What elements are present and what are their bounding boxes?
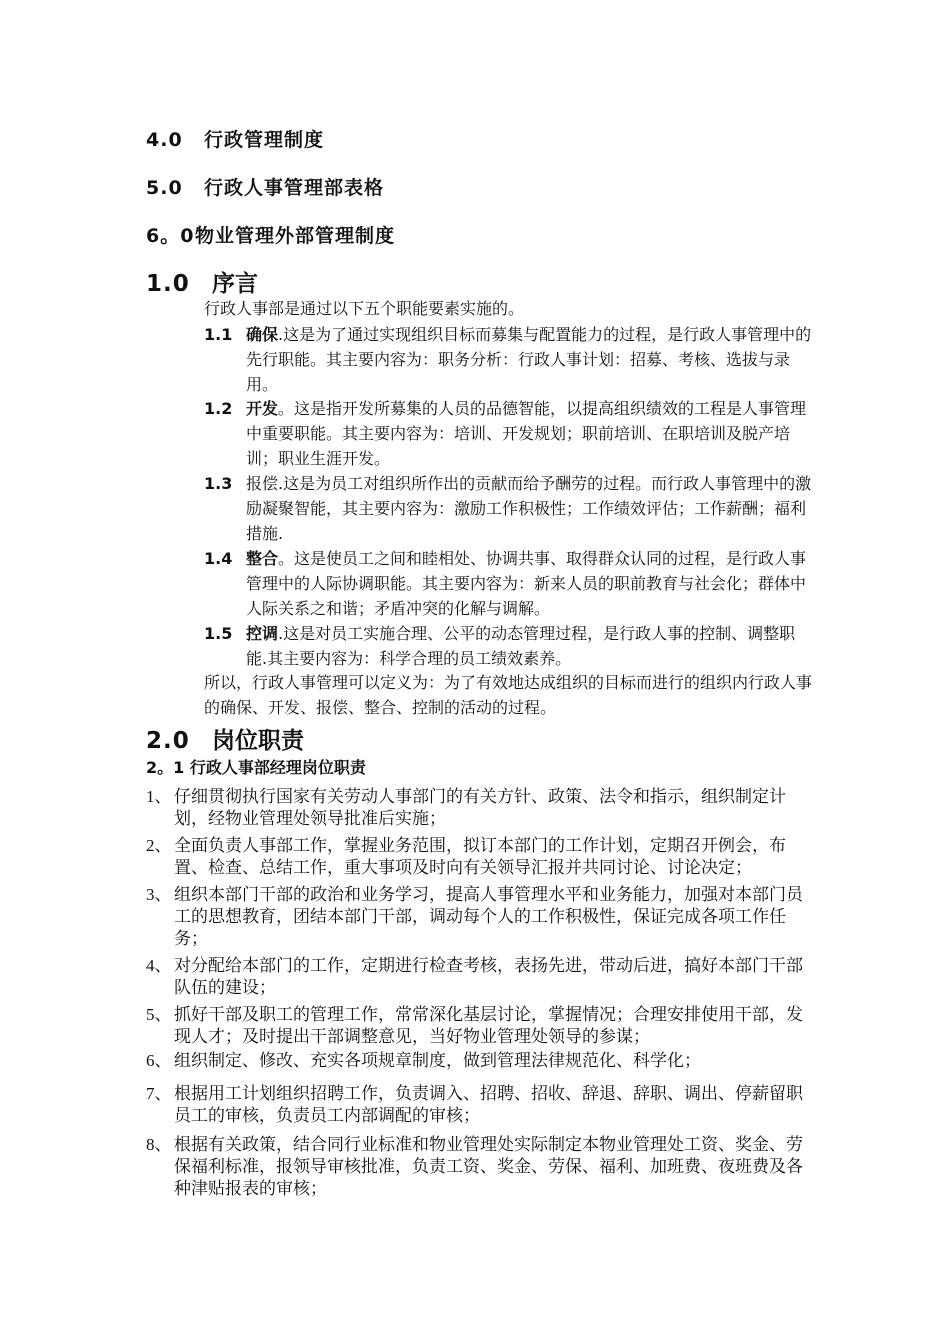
toc-item-title: 行政管理制度	[204, 129, 325, 151]
duty-number: 4、	[146, 956, 172, 975]
section-number: 2.0	[146, 728, 190, 754]
toc-item-number: 4.0	[146, 129, 183, 151]
section-heading	[146, 265, 258, 298]
function-item-number: 1.2	[204, 399, 233, 418]
duty-item	[146, 835, 818, 879]
function-item	[204, 621, 814, 671]
duty-item	[146, 1004, 818, 1048]
duty-text: 抓好干部及职工的管理工作，常常深化基层讨论，掌握情况；合理安排使用干部，发现人才；及时提出干部调整意见，当好物业管理处领导的参谋；	[174, 1005, 803, 1046]
function-item	[204, 396, 814, 471]
duty-text: 根据有关政策，结合同行业标准和物业管理处实际制定本物业管理处工资、奖金、劳保福利标准，报领导审核批准，负责工资、奖金、劳保、福利、加班费、夜班费及各种津贴报表的审核；	[174, 1135, 803, 1198]
duty-number: 5、	[146, 1005, 172, 1024]
function-item-text: .这是对员工实施合理、公平的动态管理过程，是行政人事的控制、调整职能.其主要内容为：科学合理的员工绩效素养。	[246, 624, 796, 668]
function-item-number: 1.1	[204, 325, 233, 344]
function-item-text: .这是为了通过实现组织目标而募集与配置能力的过程，是行政人事管理中的先行职能。其主要内容为：职务分析：行政人事计划：招募、考核、选拔与录用。	[246, 325, 812, 394]
duty-item	[146, 884, 818, 950]
section-title: 序言	[212, 271, 258, 297]
function-item	[204, 322, 814, 397]
toc-item-title: 物业管理外部管理制度	[195, 225, 396, 247]
function-item-text: 报偿.这是为员工对组织所作出的贡献而给予酬劳的过程。而行政人事管理中的激励凝聚智能，其主要内容为：激励工作积极性；工作绩效评估；工作薪酬；福利措施.	[246, 474, 812, 543]
section-intro: 行政人事部是通过以下五个职能要素实施的。	[204, 299, 525, 318]
section-conclusion: 所以，行政人事管理可以定义为：为了有效地达成组织的目标而进行的组织内行政人事的确保、开发、报偿、整合、控制的活动的过程。	[204, 673, 813, 717]
function-item-term: 确保	[246, 325, 279, 344]
function-item	[204, 546, 814, 621]
toc-item	[146, 125, 324, 152]
subsection-title: 2。1 行政人事部经理岗位职责	[146, 758, 366, 777]
toc-item-title: 行政人事管理部表格	[204, 177, 385, 199]
toc-item-number: 5.0	[146, 177, 183, 199]
function-item-term: 控调	[246, 624, 279, 643]
duty-text: 全面负责人事部工作，掌握业务范围，拟订本部门的工作计划，定期召开例会，布置、检查、总结工作，重大事项及时向有关领导汇报并共同讨论、讨论决定；	[174, 836, 786, 877]
function-item-text: 。这是使员工之间和睦相处、协调共事、取得群众认同的过程，是行政人事管理中的人际协调职能。其主要内容为：新来人员的职前教育与社会化；群体中人际关系之和谐；矛盾冲突的化解与调解。	[246, 549, 807, 618]
duty-item	[146, 1050, 818, 1072]
section-title: 岗位职责	[212, 728, 304, 754]
toc-item-number: 6。0	[146, 225, 195, 247]
function-item	[204, 471, 814, 546]
duty-item	[146, 1134, 818, 1200]
duty-number: 6、	[146, 1051, 172, 1070]
toc-item	[146, 173, 384, 200]
duty-item	[146, 786, 818, 830]
function-item-text: 。这是指开发所募集的人员的品德智能，以提高组织绩效的工程是人事管理中重要职能。其主要内容为：培训、开发规划；职前培训、在职培训及脱产培训；职业生涯开发。	[246, 399, 807, 468]
duty-text: 组织本部门干部的政治和业务学习，提高人事管理水平和业务能力，加强对本部门员工的思想教育，团结本部门干部，调动每个人的工作积极性，保证完成各项工作任务；	[174, 885, 803, 948]
duty-number: 1、	[146, 787, 172, 806]
duty-text: 组织制定、修改、充实各项规章制度，做到管理法律规范化、科学化；	[174, 1051, 701, 1070]
duty-item	[146, 955, 818, 999]
section-heading	[146, 722, 304, 755]
duty-text: 对分配给本部门的工作，定期进行检查考核，表扬先进，带动后进，搞好本部门干部队伍的建设；	[174, 956, 803, 997]
function-item-number: 1.4	[204, 549, 233, 568]
duty-number: 8、	[146, 1135, 172, 1154]
duty-text: 仔细贯彻执行国家有关劳动人事部门的有关方针、政策、法令和指示，组织制定计划，经物业管理处领导批准后实施；	[174, 787, 786, 828]
function-item-number: 1.3	[204, 474, 233, 493]
section-number: 1.0	[146, 271, 190, 297]
function-item-term: 开发	[246, 399, 279, 418]
duty-text: 根据用工计划组织招聘工作，负责调入、招聘、招收、辞退、辞职、调出、停薪留职员工的审核，负责员工内部调配的审核；	[174, 1084, 803, 1125]
toc-item	[146, 221, 395, 248]
duty-number: 3、	[146, 885, 172, 904]
duty-number: 2、	[146, 836, 172, 855]
duty-number: 7、	[146, 1084, 172, 1103]
duty-item	[146, 1083, 818, 1127]
function-item-term: 整合	[246, 549, 279, 568]
function-item-number: 1.5	[204, 624, 233, 643]
